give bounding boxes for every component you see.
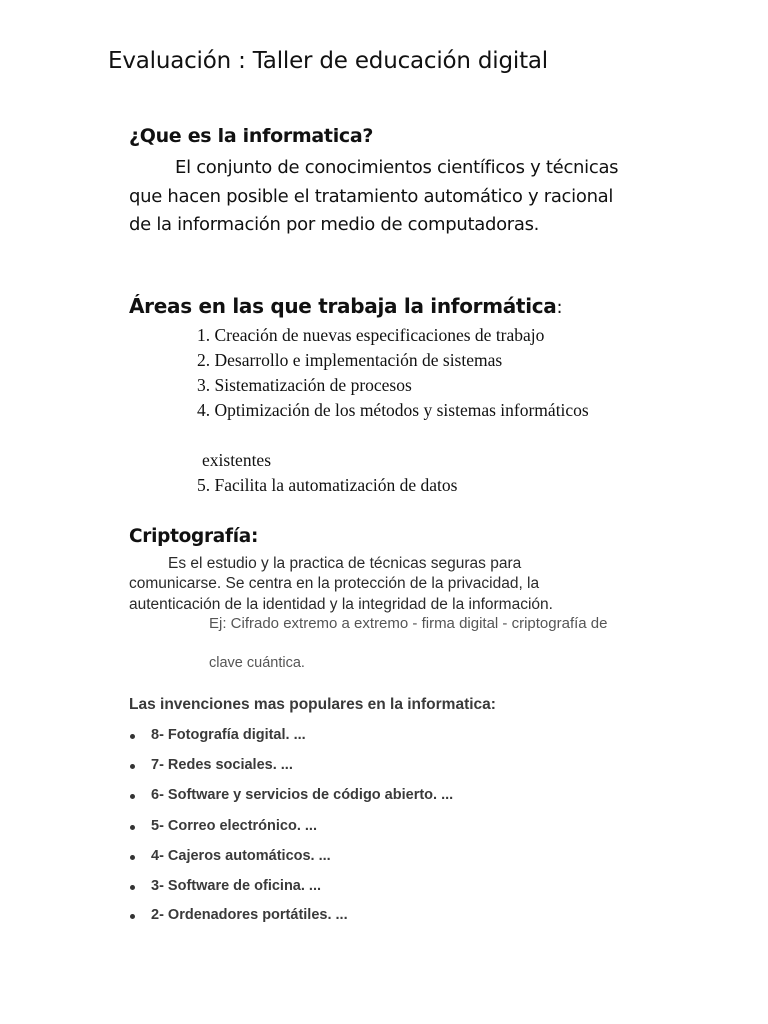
invention-item: 4- Cajeros automáticos. ... [151,848,331,864]
informatica-heading: ¿Que es la informatica? [129,125,374,147]
area-item: 3. Sistematización de procesos [197,375,412,395]
invention-item: 2- Ordenadores portátiles. ... [151,907,348,923]
invention-item: 6- Software y servicios de código abierto. ... [151,787,454,803]
criptografia-line-1: Es el estudio y la practica de técnicas seguras para [168,555,522,572]
informatica-line-2: que hacen posible el tratamiento automático y racional [129,186,614,207]
invenciones-heading: Las invenciones mas populares en la informatica: [129,696,496,713]
invention-item: 3- Software de oficina. ... [151,878,322,894]
criptografia-heading: Criptografía: [129,526,259,547]
criptografia-example-1: Ej: Cifrado extremo a extremo - firma digital - criptografía de [209,615,608,632]
bullet-icon [130,885,135,890]
invention-item: 7- Redes sociales. ... [151,757,293,773]
area-item-continuation: existentes [202,450,272,470]
area-item: 4. Optimización de los métodos y sistemas informáticos [197,400,589,420]
areas-heading: Áreas en las que trabaja la informática [129,294,557,318]
areas-heading-row [129,294,562,323]
invention-item: 8- Fotografía digital. ... [151,727,306,743]
bullet-icon [130,914,135,919]
invention-item: 5- Correo electrónico. ... [151,818,317,834]
bullet-icon [130,764,135,769]
area-item: 1. Creación de nuevas especificaciones de trabajo [197,325,545,345]
criptografia-example-2: clave cuántica. [209,655,305,671]
informatica-line-3: de la información por medio de computadoras. [129,214,540,235]
informatica-line-1: El conjunto de conocimientos científicos y técnicas [175,157,619,178]
area-item: 2. Desarrollo e implementación de sistemas [197,350,503,370]
bullet-icon [130,855,135,860]
criptografia-line-2: comunicarse. Se centra en la protección de la privacidad, la [129,575,540,592]
area-item: 5. Facilita la automatización de datos [197,475,458,495]
criptografia-line-3: autenticación de la identidad y la integridad de la información. [129,596,553,613]
bullet-icon [130,825,135,830]
bullet-icon [130,734,135,739]
document-title: Evaluación : Taller de educación digital [108,48,548,74]
bullet-icon [130,794,135,799]
areas-heading-suffix: : [556,297,563,318]
